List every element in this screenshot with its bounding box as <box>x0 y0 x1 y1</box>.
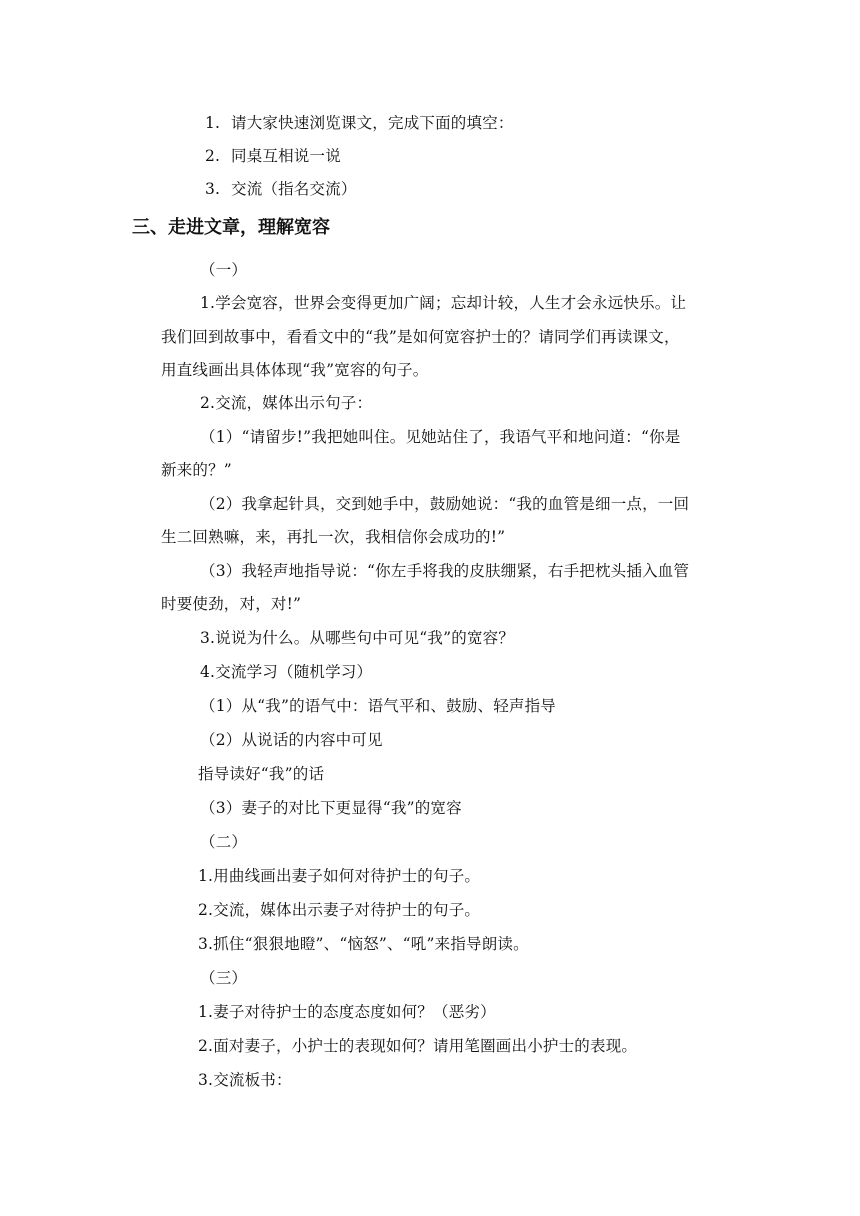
list-item <box>205 179 357 199</box>
paragraph-line: （1）从“我”的语气中：语气平和、鼓励、轻声指导 <box>200 697 557 715</box>
part-label: （一） <box>200 261 248 279</box>
list-text: 交流（指名交流） <box>231 180 357 198</box>
paragraph-line: 3.说说为什么。从哪些句中可见“我”的宽容？ <box>200 629 515 647</box>
paragraph-line: 2.交流，媒体出示妻子对待护士的句子。 <box>198 901 481 919</box>
paragraph-line: 1.用曲线画出妻子如何对待护士的句子。 <box>198 867 481 885</box>
section-heading: 三、走进文章，理解宽容 <box>132 217 330 238</box>
paragraph-line: 我们回到故事中，看看文中的“我”是如何宽容护士的？请同学们再读课文， <box>161 328 680 346</box>
paragraph-line: 4.交流学习（随机学习） <box>200 663 373 681</box>
list-item <box>205 146 341 166</box>
paragraph-line: 1.妻子对待护士的态度态度如何？（恶劣） <box>198 1003 496 1021</box>
paragraph-line: 1.学会宽容，世界会变得更加广阔；忘却计较，人生才会永远快乐。让 <box>200 294 687 312</box>
quote-line: （1）“请留步!”我把她叫住。见她站住了，我语气平和地问道：“你是 <box>200 428 681 446</box>
list-text: 同桌互相说一说 <box>231 147 341 165</box>
paragraph-line: （2）从说话的内容中可见 <box>200 731 383 749</box>
quote-line: （2）我拿起针具，交到她手中，鼓励她说：“我的血管是细一点，一回 <box>200 495 690 513</box>
quote-line: 生二回熟嘛，来，再扎一次，我相信你会成功的!” <box>161 528 506 546</box>
paragraph-line: 指导读好“我”的话 <box>198 765 325 783</box>
list-number: 3. <box>205 180 221 198</box>
list-text: 请大家快速浏览课文，完成下面的填空： <box>231 114 514 132</box>
list-number: 2. <box>205 147 221 165</box>
quote-line: 新来的？” <box>161 461 232 479</box>
part-label: （二） <box>200 833 248 851</box>
paragraph-line: 2.面对妻子，小护士的表现如何？请用笔圈画出小护士的表现。 <box>198 1037 638 1055</box>
list-number: 1. <box>205 114 221 132</box>
paragraph-line: 3.交流板书： <box>198 1071 292 1089</box>
paragraph-line: 3.抓住“狠狠地瞪”、“恼怒”、“吼”来指导朗读。 <box>198 935 529 953</box>
part-label: （三） <box>200 969 248 987</box>
paragraph-line: （3）妻子的对比下更显得“我”的宽容 <box>200 799 462 817</box>
list-item <box>205 113 514 133</box>
paragraph-line: 用直线画出具体体现“我”宽容的句子。 <box>161 361 429 379</box>
quote-line: 时要使劲，对，对!” <box>161 595 302 613</box>
quote-line: （3）我轻声地指导说：“你左手将我的皮肤绷紧，右手把枕头插入血管 <box>200 562 690 580</box>
paragraph-line: 2.交流，媒体出示句子： <box>200 394 373 412</box>
